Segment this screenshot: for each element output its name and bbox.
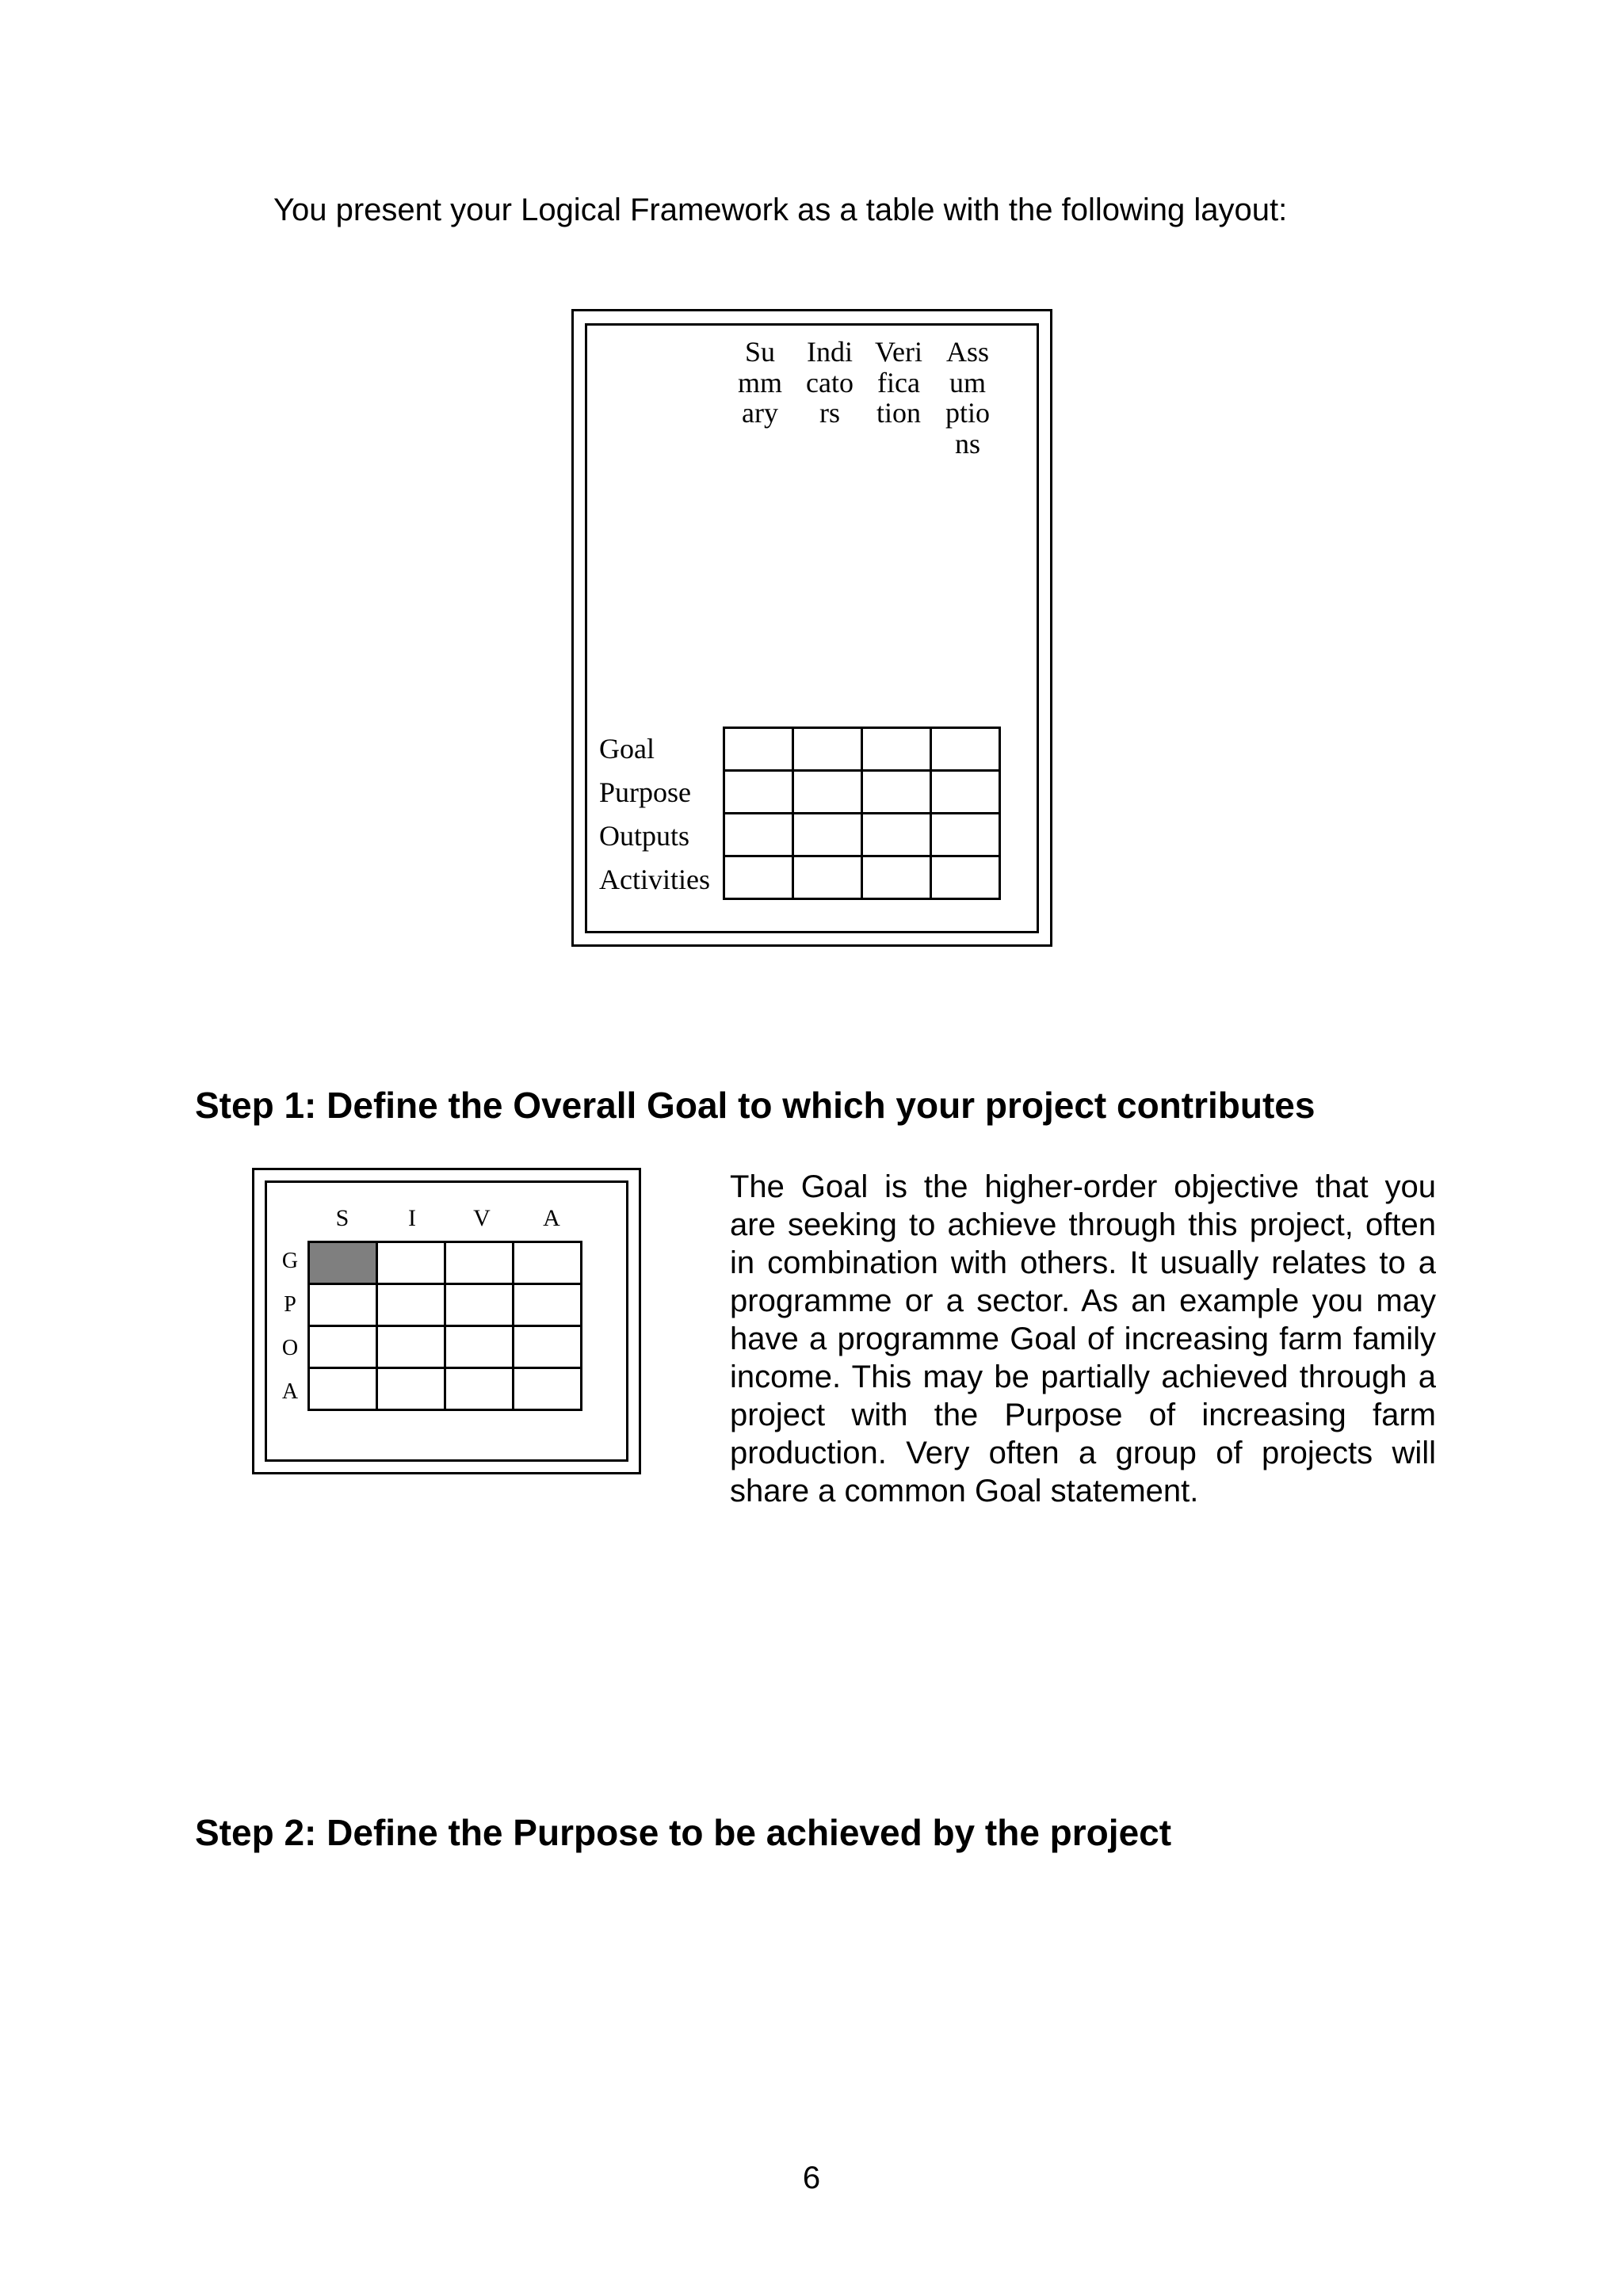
small-row-label-a: A (281, 1379, 299, 1404)
grid-row-goal (724, 728, 1000, 771)
column-header-assumptions: Assumptions (945, 336, 990, 460)
framework-grid (723, 727, 1001, 900)
row-label-outputs: Outputs (599, 820, 690, 852)
small-grid-row (309, 1284, 582, 1326)
grid-cell (445, 1284, 514, 1326)
grid-cell (724, 728, 793, 771)
goal-description-paragraph: The Goal is the higher-order objective that you are seeking to achieve through this project, often in combination with others. It usually relates to a programme or a sector. As an example you may have a programme Goal of increasing farm family income. This may be partially achieved through a project with the Purpose of increasing farm production. Very often a group of projects will share a common Goal statement. (730, 1169, 1436, 1508)
grid-cell (793, 728, 862, 771)
column-header-summary: Summary (737, 336, 782, 429)
grid-cell (793, 814, 862, 856)
small-column-header-i: I (408, 1205, 416, 1231)
grid-cell (862, 728, 931, 771)
column-header-indicators: Indicators (806, 336, 854, 429)
column-header-verification: Verification (875, 336, 922, 429)
grid-row-activities (724, 856, 1000, 899)
grid-cell (514, 1284, 582, 1326)
row-label-purpose: Purpose (599, 776, 691, 808)
grid-cell (724, 771, 793, 814)
grid-cell (309, 1326, 377, 1368)
grid-cell (862, 856, 931, 899)
small-grid-row (309, 1326, 582, 1368)
grid-cell (724, 814, 793, 856)
intro-text: You present your Logical Framework as a table with the following layout: (273, 193, 1288, 227)
grid-cell (862, 771, 931, 814)
step2-heading: Step 2: Define the Purpose to be achieved by the project (195, 1812, 1172, 1853)
grid-cell (793, 856, 862, 899)
small-grid-row (309, 1368, 582, 1410)
grid-cell (724, 856, 793, 899)
small-column-header-s: S (335, 1205, 349, 1231)
small-column-header-a: A (543, 1205, 560, 1231)
grid-cell (377, 1284, 445, 1326)
goal-grid (307, 1241, 582, 1411)
small-row-label-g: G (281, 1249, 299, 1273)
grid-cell (377, 1326, 445, 1368)
grid-cell (931, 771, 1000, 814)
grid-cell (514, 1326, 582, 1368)
grid-cell (931, 814, 1000, 856)
grid-cell (309, 1284, 377, 1326)
grid-cell (445, 1242, 514, 1284)
small-row-label-p: P (284, 1292, 296, 1317)
grid-cell (793, 771, 862, 814)
grid-cell (445, 1326, 514, 1368)
grid-cell (377, 1242, 445, 1284)
small-grid-row (309, 1242, 582, 1284)
goal-summary-highlighted-cell (309, 1242, 377, 1284)
grid-cell (309, 1368, 377, 1410)
grid-cell (514, 1242, 582, 1284)
row-label-goal: Goal (599, 733, 655, 765)
grid-cell (931, 728, 1000, 771)
grid-cell (862, 814, 931, 856)
grid-row-outputs (724, 814, 1000, 856)
grid-row-purpose (724, 771, 1000, 814)
small-row-label-o: O (281, 1336, 299, 1360)
row-label-activities: Activities (599, 864, 710, 895)
step1-heading: Step 1: Define the Overall Goal to which your project contributes (195, 1085, 1316, 1126)
grid-cell (377, 1368, 445, 1410)
page-number: 6 (802, 2161, 821, 2195)
grid-cell (445, 1368, 514, 1410)
grid-cell (514, 1368, 582, 1410)
grid-cell (931, 856, 1000, 899)
small-column-header-v: V (473, 1205, 491, 1231)
